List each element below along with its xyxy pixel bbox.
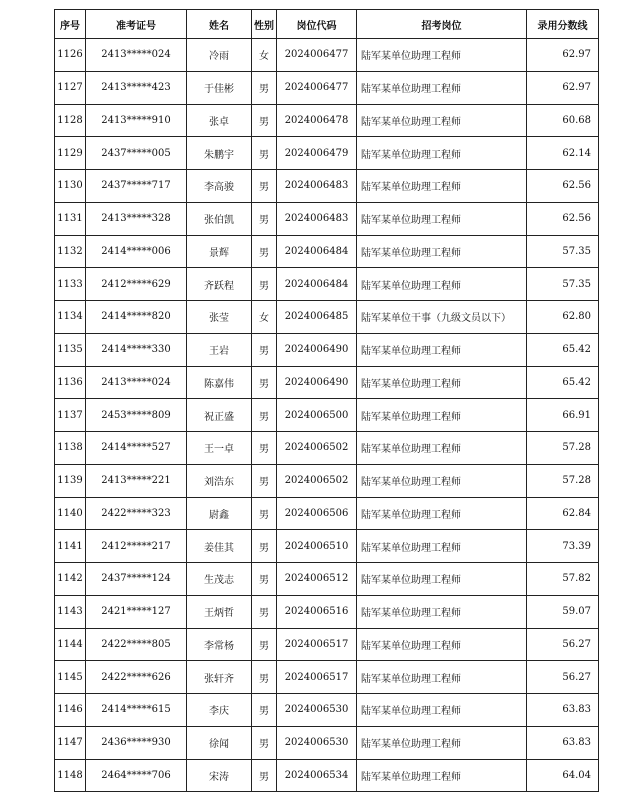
- cell-exam-id: 2414*****330: [86, 333, 187, 366]
- cell-seq: 1139: [55, 464, 86, 497]
- cell-name: 姜佳其: [187, 530, 252, 563]
- cell-gender: 男: [252, 235, 277, 268]
- table-row: [55, 759, 599, 792]
- cell-score: 62.14: [527, 137, 599, 170]
- table-row: [55, 694, 599, 727]
- cell-position-code: 2024006502: [277, 464, 357, 497]
- cell-seq: 1127: [55, 71, 86, 104]
- cell-seq: 1140: [55, 497, 86, 530]
- cell-name: 祝正盛: [187, 399, 252, 432]
- table-row: [55, 497, 599, 530]
- table-body: [55, 39, 599, 792]
- cell-name: 李高骏: [187, 170, 252, 203]
- cell-exam-id: 2464*****706: [86, 759, 187, 792]
- cell-gender: 男: [252, 170, 277, 203]
- cell-seq: 1147: [55, 726, 86, 759]
- cell-gender: 男: [252, 333, 277, 366]
- cell-exam-id: 2436*****930: [86, 726, 187, 759]
- cell-position-code: 2024006479: [277, 137, 357, 170]
- cell-exam-id: 2437*****005: [86, 137, 187, 170]
- cell-position: 陆军某单位助理工程师: [357, 366, 527, 399]
- cell-name: 于佳彬: [187, 71, 252, 104]
- cell-name: 张莹: [187, 301, 252, 334]
- cell-position: 陆军某单位助理工程师: [357, 137, 527, 170]
- cell-name: 宋涛: [187, 759, 252, 792]
- cell-exam-id: 2412*****217: [86, 530, 187, 563]
- cell-position-code: 2024006477: [277, 39, 357, 72]
- cell-position: 陆军某单位助理工程师: [357, 464, 527, 497]
- header-row: [55, 10, 599, 39]
- cell-position-code: 2024006485: [277, 301, 357, 334]
- cell-seq: 1142: [55, 563, 86, 596]
- cell-position: 陆军某单位干事（九级文员以下）: [357, 301, 527, 334]
- cell-score: 63.83: [527, 694, 599, 727]
- cell-position-code: 2024006500: [277, 399, 357, 432]
- header-score: 录用分数线: [527, 10, 599, 39]
- cell-gender: 男: [252, 530, 277, 563]
- table-row: [55, 563, 599, 596]
- cell-score: 64.04: [527, 759, 599, 792]
- cell-position: 陆军某单位助理工程师: [357, 595, 527, 628]
- cell-seq: 1146: [55, 694, 86, 727]
- cell-position-code: 2024006530: [277, 694, 357, 727]
- table-row: [55, 464, 599, 497]
- table-row: [55, 726, 599, 759]
- cell-exam-id: 2412*****629: [86, 268, 187, 301]
- cell-score: 73.39: [527, 530, 599, 563]
- cell-name: 徐闻: [187, 726, 252, 759]
- cell-seq: 1143: [55, 595, 86, 628]
- table-row: [55, 595, 599, 628]
- table-row: [55, 268, 599, 301]
- cell-seq: 1130: [55, 170, 86, 203]
- cell-seq: 1144: [55, 628, 86, 661]
- cell-exam-id: 2413*****423: [86, 71, 187, 104]
- cell-score: 62.56: [527, 170, 599, 203]
- cell-position: 陆军某单位助理工程师: [357, 235, 527, 268]
- header-exam-id: 准考证号: [86, 10, 187, 39]
- cell-seq: 1145: [55, 661, 86, 694]
- table-row: [55, 71, 599, 104]
- cell-position: 陆军某单位助理工程师: [357, 563, 527, 596]
- cell-position: 陆军某单位助理工程师: [357, 628, 527, 661]
- cell-position: 陆军某单位助理工程师: [357, 170, 527, 203]
- cell-position: 陆军某单位助理工程师: [357, 268, 527, 301]
- cell-score: 62.56: [527, 202, 599, 235]
- cell-exam-id: 2422*****323: [86, 497, 187, 530]
- cell-score: 60.68: [527, 104, 599, 137]
- cell-gender: 男: [252, 726, 277, 759]
- cell-exam-id: 2414*****615: [86, 694, 187, 727]
- cell-score: 57.82: [527, 563, 599, 596]
- cell-seq: 1136: [55, 366, 86, 399]
- table-row: [55, 628, 599, 661]
- cell-name: 张轩齐: [187, 661, 252, 694]
- cell-seq: 1126: [55, 39, 86, 72]
- cell-gender: 男: [252, 104, 277, 137]
- cell-score: 63.83: [527, 726, 599, 759]
- cell-seq: 1138: [55, 432, 86, 465]
- cell-name: 冷雨: [187, 39, 252, 72]
- cell-name: 王炳哲: [187, 595, 252, 628]
- cell-gender: 男: [252, 628, 277, 661]
- cell-name: 朱鹏宇: [187, 137, 252, 170]
- cell-score: 65.42: [527, 333, 599, 366]
- cell-position-code: 2024006517: [277, 628, 357, 661]
- cell-gender: 男: [252, 366, 277, 399]
- cell-position-code: 2024006506: [277, 497, 357, 530]
- cell-seq: 1135: [55, 333, 86, 366]
- cell-position: 陆军某单位助理工程师: [357, 39, 527, 72]
- cell-gender: 男: [252, 661, 277, 694]
- cell-exam-id: 2453*****809: [86, 399, 187, 432]
- cell-gender: 男: [252, 694, 277, 727]
- cell-name: 景辉: [187, 235, 252, 268]
- cell-name: 王岩: [187, 333, 252, 366]
- cell-score: 59.07: [527, 595, 599, 628]
- cell-gender: 男: [252, 399, 277, 432]
- cell-gender: 男: [252, 497, 277, 530]
- cell-position: 陆军某单位助理工程师: [357, 497, 527, 530]
- cell-name: 李庆: [187, 694, 252, 727]
- cell-score: 57.35: [527, 268, 599, 301]
- cell-position: 陆军某单位助理工程师: [357, 202, 527, 235]
- cell-gender: 女: [252, 301, 277, 334]
- cell-seq: 1137: [55, 399, 86, 432]
- cell-seq: 1134: [55, 301, 86, 334]
- cell-gender: 男: [252, 137, 277, 170]
- cell-position-code: 2024006517: [277, 661, 357, 694]
- cell-exam-id: 2414*****527: [86, 432, 187, 465]
- cell-score: 62.97: [527, 71, 599, 104]
- cell-position: 陆军某单位助理工程师: [357, 726, 527, 759]
- cell-gender: 男: [252, 464, 277, 497]
- cell-name: 尉鑫: [187, 497, 252, 530]
- cell-position: 陆军某单位助理工程师: [357, 104, 527, 137]
- cell-position: 陆军某单位助理工程师: [357, 694, 527, 727]
- cell-position-code: 2024006484: [277, 235, 357, 268]
- cell-name: 陈嘉伟: [187, 366, 252, 399]
- cell-score: 65.42: [527, 366, 599, 399]
- cell-name: 王一卓: [187, 432, 252, 465]
- table-row: [55, 39, 599, 72]
- cell-position-code: 2024006490: [277, 333, 357, 366]
- cell-position: 陆军某单位助理工程师: [357, 399, 527, 432]
- cell-score: 57.28: [527, 432, 599, 465]
- cell-position: 陆军某单位助理工程师: [357, 759, 527, 792]
- table-row: [55, 333, 599, 366]
- table-row: [55, 366, 599, 399]
- cell-score: 62.84: [527, 497, 599, 530]
- cell-score: 62.97: [527, 39, 599, 72]
- cell-position-code: 2024006534: [277, 759, 357, 792]
- cell-position-code: 2024006483: [277, 202, 357, 235]
- cell-score: 56.27: [527, 628, 599, 661]
- cell-gender: 男: [252, 202, 277, 235]
- cell-exam-id: 2437*****124: [86, 563, 187, 596]
- cell-exam-id: 2413*****024: [86, 39, 187, 72]
- cell-position-code: 2024006516: [277, 595, 357, 628]
- cell-seq: 1148: [55, 759, 86, 792]
- cell-position: 陆军某单位助理工程师: [357, 530, 527, 563]
- cell-name: 齐跃程: [187, 268, 252, 301]
- cell-position-code: 2024006478: [277, 104, 357, 137]
- cell-score: 66.91: [527, 399, 599, 432]
- cell-score: 57.28: [527, 464, 599, 497]
- cell-position-code: 2024006502: [277, 432, 357, 465]
- cell-exam-id: 2422*****626: [86, 661, 187, 694]
- cell-position: 陆军某单位助理工程师: [357, 333, 527, 366]
- table-row: [55, 137, 599, 170]
- table-row: [55, 235, 599, 268]
- cell-exam-id: 2413*****221: [86, 464, 187, 497]
- cell-position-code: 2024006477: [277, 71, 357, 104]
- cell-seq: 1132: [55, 235, 86, 268]
- table-row: [55, 432, 599, 465]
- cell-seq: 1131: [55, 202, 86, 235]
- table-row: [55, 301, 599, 334]
- cell-position: 陆军某单位助理工程师: [357, 661, 527, 694]
- cell-seq: 1133: [55, 268, 86, 301]
- table-row: [55, 530, 599, 563]
- table-row: [55, 202, 599, 235]
- cell-exam-id: 2422*****805: [86, 628, 187, 661]
- cell-exam-id: 2414*****006: [86, 235, 187, 268]
- cell-score: 62.80: [527, 301, 599, 334]
- cell-exam-id: 2413*****024: [86, 366, 187, 399]
- cell-position-code: 2024006530: [277, 726, 357, 759]
- results-table: [54, 9, 599, 792]
- cell-exam-id: 2413*****328: [86, 202, 187, 235]
- cell-seq: 1129: [55, 137, 86, 170]
- cell-gender: 男: [252, 759, 277, 792]
- cell-name: 李常杨: [187, 628, 252, 661]
- cell-position-code: 2024006510: [277, 530, 357, 563]
- cell-gender: 男: [252, 268, 277, 301]
- cell-name: 张伯凯: [187, 202, 252, 235]
- header-position: 招考岗位: [357, 10, 527, 39]
- cell-score: 57.35: [527, 235, 599, 268]
- cell-position-code: 2024006483: [277, 170, 357, 203]
- cell-position: 陆军某单位助理工程师: [357, 432, 527, 465]
- cell-exam-id: 2437*****717: [86, 170, 187, 203]
- cell-exam-id: 2414*****820: [86, 301, 187, 334]
- cell-seq: 1128: [55, 104, 86, 137]
- cell-position-code: 2024006490: [277, 366, 357, 399]
- header-name: 姓名: [187, 10, 252, 39]
- cell-seq: 1141: [55, 530, 86, 563]
- header-seq: 序号: [55, 10, 86, 39]
- cell-position-code: 2024006484: [277, 268, 357, 301]
- cell-gender: 男: [252, 432, 277, 465]
- cell-score: 56.27: [527, 661, 599, 694]
- cell-name: 生茂志: [187, 563, 252, 596]
- cell-gender: 男: [252, 71, 277, 104]
- cell-gender: 女: [252, 39, 277, 72]
- cell-position: 陆军某单位助理工程师: [357, 71, 527, 104]
- table-row: [55, 661, 599, 694]
- cell-gender: 男: [252, 563, 277, 596]
- header-position-code: 岗位代码: [277, 10, 357, 39]
- cell-position-code: 2024006512: [277, 563, 357, 596]
- table-row: [55, 399, 599, 432]
- header-gender: 性别: [252, 10, 277, 39]
- cell-gender: 男: [252, 595, 277, 628]
- cell-name: 张卓: [187, 104, 252, 137]
- table-row: [55, 170, 599, 203]
- cell-exam-id: 2413*****910: [86, 104, 187, 137]
- cell-exam-id: 2421*****127: [86, 595, 187, 628]
- cell-name: 刘浩东: [187, 464, 252, 497]
- table-row: [55, 104, 599, 137]
